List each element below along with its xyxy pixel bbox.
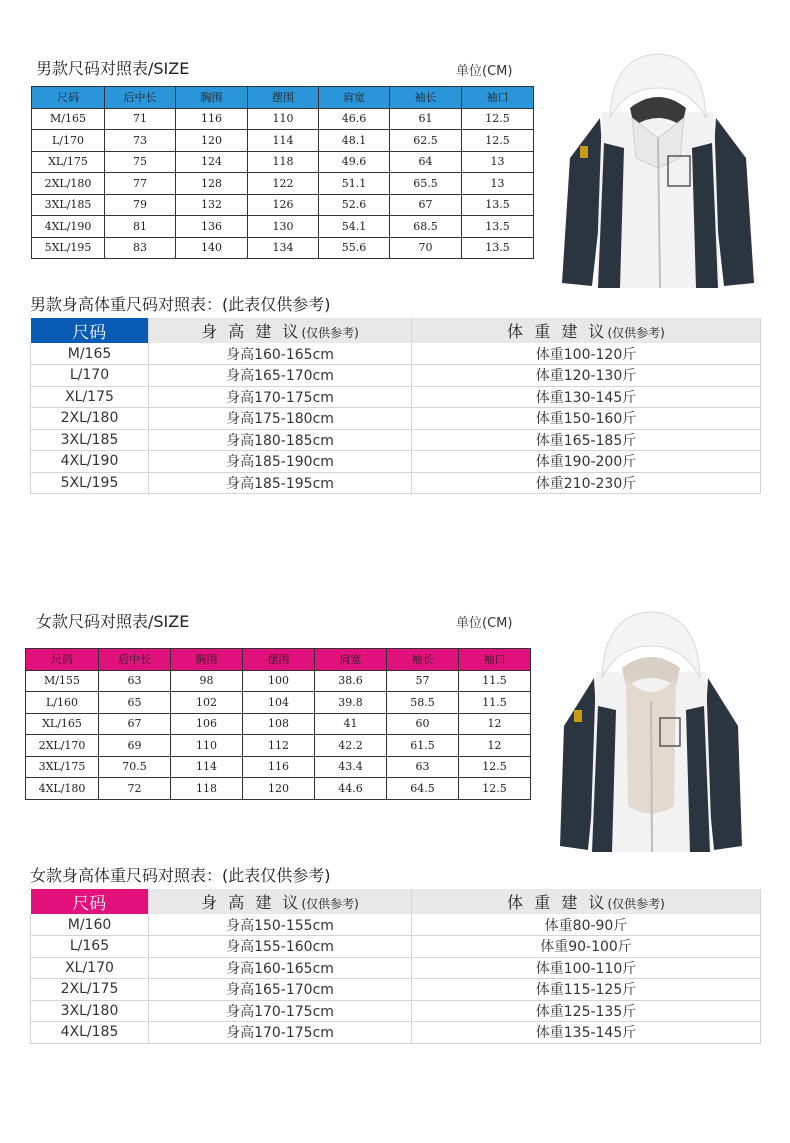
- women-hw-size-cell: M/160: [31, 914, 149, 936]
- men-size-cell: 49.6: [319, 151, 390, 173]
- men-hw-weight-cell: 体重210-230斤: [412, 472, 761, 494]
- men-size-cell: 140: [176, 237, 248, 259]
- table-row: [26, 713, 531, 735]
- men-size-cell: 77: [105, 173, 176, 195]
- men-size-header-cell: 摆围: [248, 87, 319, 109]
- men-hw-weight-cell: 体重100-120斤: [412, 343, 761, 365]
- women-hw-header-size: 尺码: [31, 889, 149, 914]
- women-hw-size-cell: 3XL/180: [31, 1000, 149, 1022]
- table-row: [26, 735, 531, 757]
- women-hw-height-cell: 身高170-175cm: [149, 1022, 412, 1044]
- women-size-header-cell: 肩宽: [315, 649, 387, 671]
- men-hw-size-cell: XL/175: [31, 386, 149, 408]
- women-size-cell: L/160: [26, 692, 99, 714]
- women-hw-height-cell: 身高165-170cm: [149, 979, 412, 1001]
- men-size-cell: 51.1: [319, 173, 390, 195]
- men-size-cell: 79: [105, 194, 176, 216]
- men-size-cell: L/170: [32, 130, 105, 152]
- women-size-cell: 12: [459, 735, 531, 757]
- table-row: [32, 173, 534, 195]
- women-size-cell: 120: [243, 778, 315, 800]
- table-row: [31, 429, 761, 451]
- mens-jacket-image: [560, 48, 756, 292]
- women-size-cell: 12: [459, 713, 531, 735]
- women-size-cell: 98: [171, 670, 243, 692]
- men-hw-height-cell: 身高185-190cm: [149, 451, 412, 473]
- men-hw-header-weight: 体 重 建 议(仅供参考): [412, 318, 761, 343]
- women-size-cell: 11.5: [459, 670, 531, 692]
- men-size-title: 男款尺码对照表/SIZE: [36, 59, 190, 78]
- men-size-cell: 110: [248, 108, 319, 130]
- women-size-cell: 11.5: [459, 692, 531, 714]
- men-hw-weight-cell: 体重165-185斤: [412, 429, 761, 451]
- women-size-cell: 72: [99, 778, 171, 800]
- men-hw-title: 男款身高体重尺码对照表：(此表仅供参考): [30, 295, 331, 314]
- men-hw-height-cell: 身高175-180cm: [149, 408, 412, 430]
- table-row: [31, 386, 761, 408]
- table-row: [32, 216, 534, 238]
- men-size-cell: 128: [176, 173, 248, 195]
- table-row: [31, 914, 761, 936]
- men-size-cell: 83: [105, 237, 176, 259]
- men-size-cell: 67: [390, 194, 462, 216]
- table-row: [31, 957, 761, 979]
- women-size-cell: 116: [243, 756, 315, 778]
- women-size-header-cell: 袖长: [387, 649, 459, 671]
- men-size-cell: 65.5: [390, 173, 462, 195]
- men-size-cell: 5XL/195: [32, 237, 105, 259]
- women-hw-size-cell: L/165: [31, 936, 149, 958]
- men-size-cell: 70: [390, 237, 462, 259]
- women-size-cell: 43.4: [315, 756, 387, 778]
- men-hw-size-cell: M/165: [31, 343, 149, 365]
- men-size-cell: 75: [105, 151, 176, 173]
- women-size-cell: 65: [99, 692, 171, 714]
- women-hw-height-cell: 身高170-175cm: [149, 1000, 412, 1022]
- men-size-cell: 52.6: [319, 194, 390, 216]
- men-hw-weight-cell: 体重150-160斤: [412, 408, 761, 430]
- men-size-cell: 13.5: [462, 194, 534, 216]
- women-hw-weight-cell: 体重115-125斤: [412, 979, 761, 1001]
- table-row: [26, 756, 531, 778]
- women-size-unit: 单位(CM): [456, 616, 513, 631]
- men-size-cell: 130: [248, 216, 319, 238]
- women-size-cell: 64.5: [387, 778, 459, 800]
- men-size-cell: XL/175: [32, 151, 105, 173]
- table-row: [31, 451, 761, 473]
- men-size-cell: 3XL/185: [32, 194, 105, 216]
- table-row: [31, 1000, 761, 1022]
- men-size-header-cell: 后中长: [105, 87, 176, 109]
- men-size-cell: 13: [462, 151, 534, 173]
- women-hw-header-height: 身 高 建 议(仅供参考): [149, 889, 412, 914]
- women-size-cell: 60: [387, 713, 459, 735]
- men-hw-size-cell: 2XL/180: [31, 408, 149, 430]
- men-size-cell: 12.5: [462, 108, 534, 130]
- men-hw-height-cell: 身高160-165cm: [149, 343, 412, 365]
- men-size-cell: 62.5: [390, 130, 462, 152]
- men-hw-height-cell: 身高185-195cm: [149, 472, 412, 494]
- women-size-cell: 2XL/170: [26, 735, 99, 757]
- women-size-cell: 4XL/180: [26, 778, 99, 800]
- men-size-cell: 71: [105, 108, 176, 130]
- women-size-cell: 58.5: [387, 692, 459, 714]
- women-size-cell: 110: [171, 735, 243, 757]
- women-hw-size-cell: 2XL/175: [31, 979, 149, 1001]
- women-size-cell: 102: [171, 692, 243, 714]
- men-size-unit: 单位(CM): [456, 64, 513, 79]
- women-size-cell: 114: [171, 756, 243, 778]
- women-size-header-cell: 摆围: [243, 649, 315, 671]
- men-hw-weight-cell: 体重190-200斤: [412, 451, 761, 473]
- men-size-cell: 54.1: [319, 216, 390, 238]
- table-row: [31, 365, 761, 387]
- table-row: [26, 670, 531, 692]
- men-hw-table: [30, 318, 761, 494]
- women-size-cell: 39.8: [315, 692, 387, 714]
- men-size-cell: 48.1: [319, 130, 390, 152]
- women-size-cell: 67: [99, 713, 171, 735]
- table-row: [31, 408, 761, 430]
- men-size-cell: 13.5: [462, 237, 534, 259]
- men-hw-size-cell: 4XL/190: [31, 451, 149, 473]
- table-row: [32, 237, 534, 259]
- men-size-table: [31, 86, 534, 259]
- table-row: [31, 343, 761, 365]
- women-hw-size-cell: XL/170: [31, 957, 149, 979]
- men-hw-weight-cell: 体重120-130斤: [412, 365, 761, 387]
- women-hw-weight-cell: 体重80-90斤: [412, 914, 761, 936]
- women-size-header-cell: 袖口: [459, 649, 531, 671]
- men-size-cell: 68.5: [390, 216, 462, 238]
- women-size-cell: 38.6: [315, 670, 387, 692]
- men-size-cell: 13.5: [462, 216, 534, 238]
- women-size-cell: 41: [315, 713, 387, 735]
- women-hw-weight-cell: 体重90-100斤: [412, 936, 761, 958]
- men-size-header-cell: 袖长: [390, 87, 462, 109]
- men-size-cell: 13: [462, 173, 534, 195]
- women-size-cell: 63: [387, 756, 459, 778]
- men-size-cell: 12.5: [462, 130, 534, 152]
- men-size-cell: 73: [105, 130, 176, 152]
- men-size-header-cell: 胸围: [176, 87, 248, 109]
- men-hw-size-cell: 3XL/185: [31, 429, 149, 451]
- women-size-cell: 44.6: [315, 778, 387, 800]
- women-hw-header-weight: 体 重 建 议(仅供参考): [412, 889, 761, 914]
- men-size-cell: 122: [248, 173, 319, 195]
- table-row: [26, 692, 531, 714]
- men-size-cell: 120: [176, 130, 248, 152]
- men-size-header-cell: 尺码: [32, 87, 105, 109]
- men-hw-height-cell: 身高180-185cm: [149, 429, 412, 451]
- women-size-cell: 118: [171, 778, 243, 800]
- women-size-cell: 112: [243, 735, 315, 757]
- women-hw-weight-cell: 体重125-135斤: [412, 1000, 761, 1022]
- women-size-title: 女款尺码对照表/SIZE: [36, 612, 190, 631]
- men-hw-size-cell: L/170: [31, 365, 149, 387]
- women-size-cell: 42.2: [315, 735, 387, 757]
- women-size-cell: M/155: [26, 670, 99, 692]
- table-row: [31, 472, 761, 494]
- men-hw-height-cell: 身高165-170cm: [149, 365, 412, 387]
- men-size-cell: 114: [248, 130, 319, 152]
- men-size-header-cell: 袖口: [462, 87, 534, 109]
- women-hw-height-cell: 身高160-165cm: [149, 957, 412, 979]
- men-hw-size-cell: 5XL/195: [31, 472, 149, 494]
- men-size-cell: 124: [176, 151, 248, 173]
- women-size-cell: 63: [99, 670, 171, 692]
- men-size-cell: 2XL/180: [32, 173, 105, 195]
- women-size-cell: 70.5: [99, 756, 171, 778]
- table-row: [32, 108, 534, 130]
- men-size-cell: 81: [105, 216, 176, 238]
- women-size-cell: 57: [387, 670, 459, 692]
- women-size-cell: 61.5: [387, 735, 459, 757]
- table-row: [31, 1022, 761, 1044]
- table-row: [31, 936, 761, 958]
- men-size-cell: 126: [248, 194, 319, 216]
- men-size-cell: 4XL/190: [32, 216, 105, 238]
- women-size-cell: 108: [243, 713, 315, 735]
- men-size-cell: M/165: [32, 108, 105, 130]
- women-hw-weight-cell: 体重135-145斤: [412, 1022, 761, 1044]
- men-size-cell: 136: [176, 216, 248, 238]
- table-row: [32, 194, 534, 216]
- women-size-cell: 12.5: [459, 778, 531, 800]
- women-size-cell: 106: [171, 713, 243, 735]
- men-hw-header-size: 尺码: [31, 318, 149, 343]
- women-size-header-cell: 胸围: [171, 649, 243, 671]
- men-hw-header-height: 身 高 建 议(仅供参考): [149, 318, 412, 343]
- table-row: [32, 130, 534, 152]
- women-size-cell: 100: [243, 670, 315, 692]
- men-hw-weight-cell: 体重130-145斤: [412, 386, 761, 408]
- men-size-cell: 46.6: [319, 108, 390, 130]
- women-hw-height-cell: 身高155-160cm: [149, 936, 412, 958]
- men-size-cell: 116: [176, 108, 248, 130]
- women-hw-weight-cell: 体重100-110斤: [412, 957, 761, 979]
- men-size-cell: 64: [390, 151, 462, 173]
- women-size-cell: 3XL/175: [26, 756, 99, 778]
- table-row: [31, 979, 761, 1001]
- men-size-header-cell: 肩宽: [319, 87, 390, 109]
- men-size-cell: 55.6: [319, 237, 390, 259]
- women-hw-title: 女款身高体重尺码对照表：(此表仅供参考): [30, 866, 331, 885]
- men-size-cell: 134: [248, 237, 319, 259]
- women-size-cell: XL/165: [26, 713, 99, 735]
- womens-jacket-image: [556, 606, 746, 856]
- women-size-table: [25, 648, 531, 800]
- table-row: [32, 151, 534, 173]
- men-size-cell: 132: [176, 194, 248, 216]
- women-size-header-cell: 后中长: [99, 649, 171, 671]
- women-size-header-cell: 尺码: [26, 649, 99, 671]
- women-size-cell: 69: [99, 735, 171, 757]
- women-hw-height-cell: 身高150-155cm: [149, 914, 412, 936]
- women-size-cell: 104: [243, 692, 315, 714]
- men-size-cell: 61: [390, 108, 462, 130]
- men-size-cell: 118: [248, 151, 319, 173]
- table-row: [26, 778, 531, 800]
- women-hw-table: [30, 889, 761, 1044]
- women-hw-size-cell: 4XL/185: [31, 1022, 149, 1044]
- men-hw-height-cell: 身高170-175cm: [149, 386, 412, 408]
- women-size-cell: 12.5: [459, 756, 531, 778]
